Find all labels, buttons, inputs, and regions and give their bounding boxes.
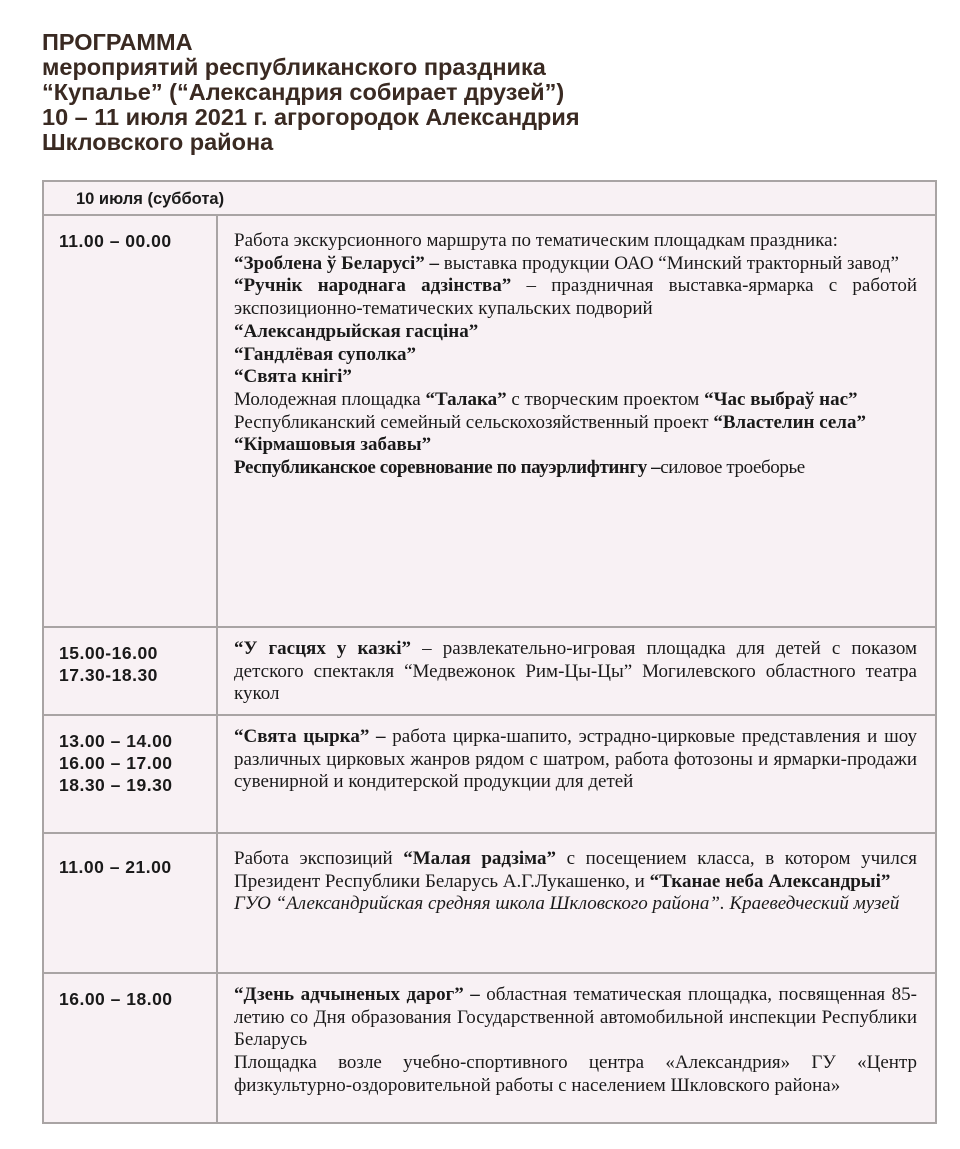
time-cell: [43, 215, 217, 627]
table-row: [43, 627, 936, 715]
description-line: Площадка возле учебно-спортивного центра «Александрия» ГУ «Центр физкультурно-оздоровительной работы с населением Шкловского района»: [234, 1052, 917, 1096]
event-text: работа цирка-шапито, эстрадно-цирковые представления и шоу различных цирковых жанров рядом с шатром, работа фотозоны и ярмарки-продажи сувенирной и кондитерской продукции для детей: [234, 726, 917, 793]
event-text: областная тематическая площадка, посвященная 85-летию со Дня образования Государственной автомобильной инспекции Республики Беларусь: [234, 984, 917, 1051]
time-slot: 15.00-16.00: [59, 643, 158, 663]
time-slot: 11.00 – 21.00: [59, 857, 172, 877]
document-title: [42, 30, 922, 155]
event-text: Работа экспозиций: [234, 848, 404, 869]
description-line: [234, 848, 917, 893]
event-text: силовое троеборье: [660, 457, 805, 479]
title-line-3: “Купалье” (“Александрия собирает друзей”): [42, 79, 565, 105]
event-name: “У гасцях у казкі”: [234, 638, 412, 659]
table-row: [43, 715, 936, 833]
table-row: [43, 215, 936, 627]
event-text: с посещением класса, в котором учился Президент Республики Беларусь А.Г.Лукашенко, и: [234, 848, 917, 892]
description-cell: [217, 973, 936, 1123]
description-cell: [217, 833, 936, 973]
title-line-1: ПРОГРАММА: [42, 29, 193, 55]
description-line: Работа экскурсионного маршрута по тематическим площадкам праздника:: [234, 230, 838, 251]
description-line: [234, 726, 917, 794]
time-slot: 18.30 – 19.30: [59, 775, 173, 795]
description-line: [234, 984, 917, 1052]
description-cell: [217, 715, 936, 833]
day-header-row: [43, 181, 936, 215]
event-text: выставка продукции ОАО “Минский тракторный завод”: [439, 252, 899, 274]
event-name: “Талака”: [425, 388, 507, 410]
event-text: с творческим проектом: [506, 388, 705, 410]
time-cell: [43, 973, 217, 1123]
event-text: Молодежная площадка: [234, 388, 426, 410]
event-name: “Кірмашовыя забавы”: [234, 434, 432, 456]
event-name: Республиканское соревнование по пауэрлифтингу –: [234, 457, 661, 479]
description-line: [234, 253, 917, 276]
description-cell: [217, 215, 936, 627]
event-name: “Свята цырка” –: [234, 726, 386, 747]
time-slot: 16.00 – 18.00: [59, 989, 173, 1009]
table-row: [43, 973, 936, 1123]
event-name: “Тканае неба Александрыі”: [649, 870, 891, 892]
time-cell: [43, 627, 217, 715]
table-row: [43, 833, 936, 973]
event-name: “Час выбраў нас”: [704, 388, 858, 410]
event-name: “Александрыйская гасціна”: [234, 320, 479, 342]
description-line: [234, 389, 917, 412]
time-slot: 13.00 – 14.00: [59, 731, 173, 751]
description-line: [234, 638, 917, 706]
event-name: “Зроблена ў Беларусі” –: [234, 252, 440, 274]
description-line: [234, 457, 917, 480]
description-line: ГУО “Александрийская средняя школа Шкловского района”. Краеведческий музей: [234, 893, 900, 915]
description-line: [234, 275, 917, 320]
event-name: “Свята кнігі”: [234, 366, 352, 388]
time-slot: 11.00 – 00.00: [59, 231, 172, 251]
event-text: – праздничная выставка-ярмарка с работой экспозиционно-тематических купальских подворий: [234, 275, 917, 320]
time-cell: [43, 833, 217, 973]
title-line-4: 10 – 11 июля 2021 г. агрогородок Александрия: [42, 104, 580, 130]
title-line-5: Шкловского района: [42, 129, 274, 155]
description-cell: [217, 627, 936, 715]
event-name: “Ручнік народнага адзінства”: [234, 275, 512, 297]
event-name: “Властелин села”: [713, 411, 866, 433]
time-cell: [43, 715, 217, 833]
time-slot: 16.00 – 17.00: [59, 753, 173, 773]
time-slot: 17.30-18.30: [59, 665, 158, 685]
day-header: 10 июля (суббота): [43, 181, 936, 215]
title-line-2: мероприятий республиканского праздника: [42, 54, 546, 80]
description-line: [234, 412, 917, 435]
event-name: “Дзень адчыненых дарог” –: [234, 984, 480, 1005]
program-table: [42, 180, 937, 1124]
event-name: “Малая радзіма”: [403, 848, 556, 869]
event-name: “Гандлёвая суполка”: [234, 343, 417, 365]
event-text: – развлекательно-игровая площадка для детей с показом детского спектакля “Медвежонок Рим-Цы-Цы” Могилевского областного театра кукол: [234, 638, 917, 705]
event-text: Республиканский семейный сельскохозяйственный проект: [234, 411, 714, 433]
